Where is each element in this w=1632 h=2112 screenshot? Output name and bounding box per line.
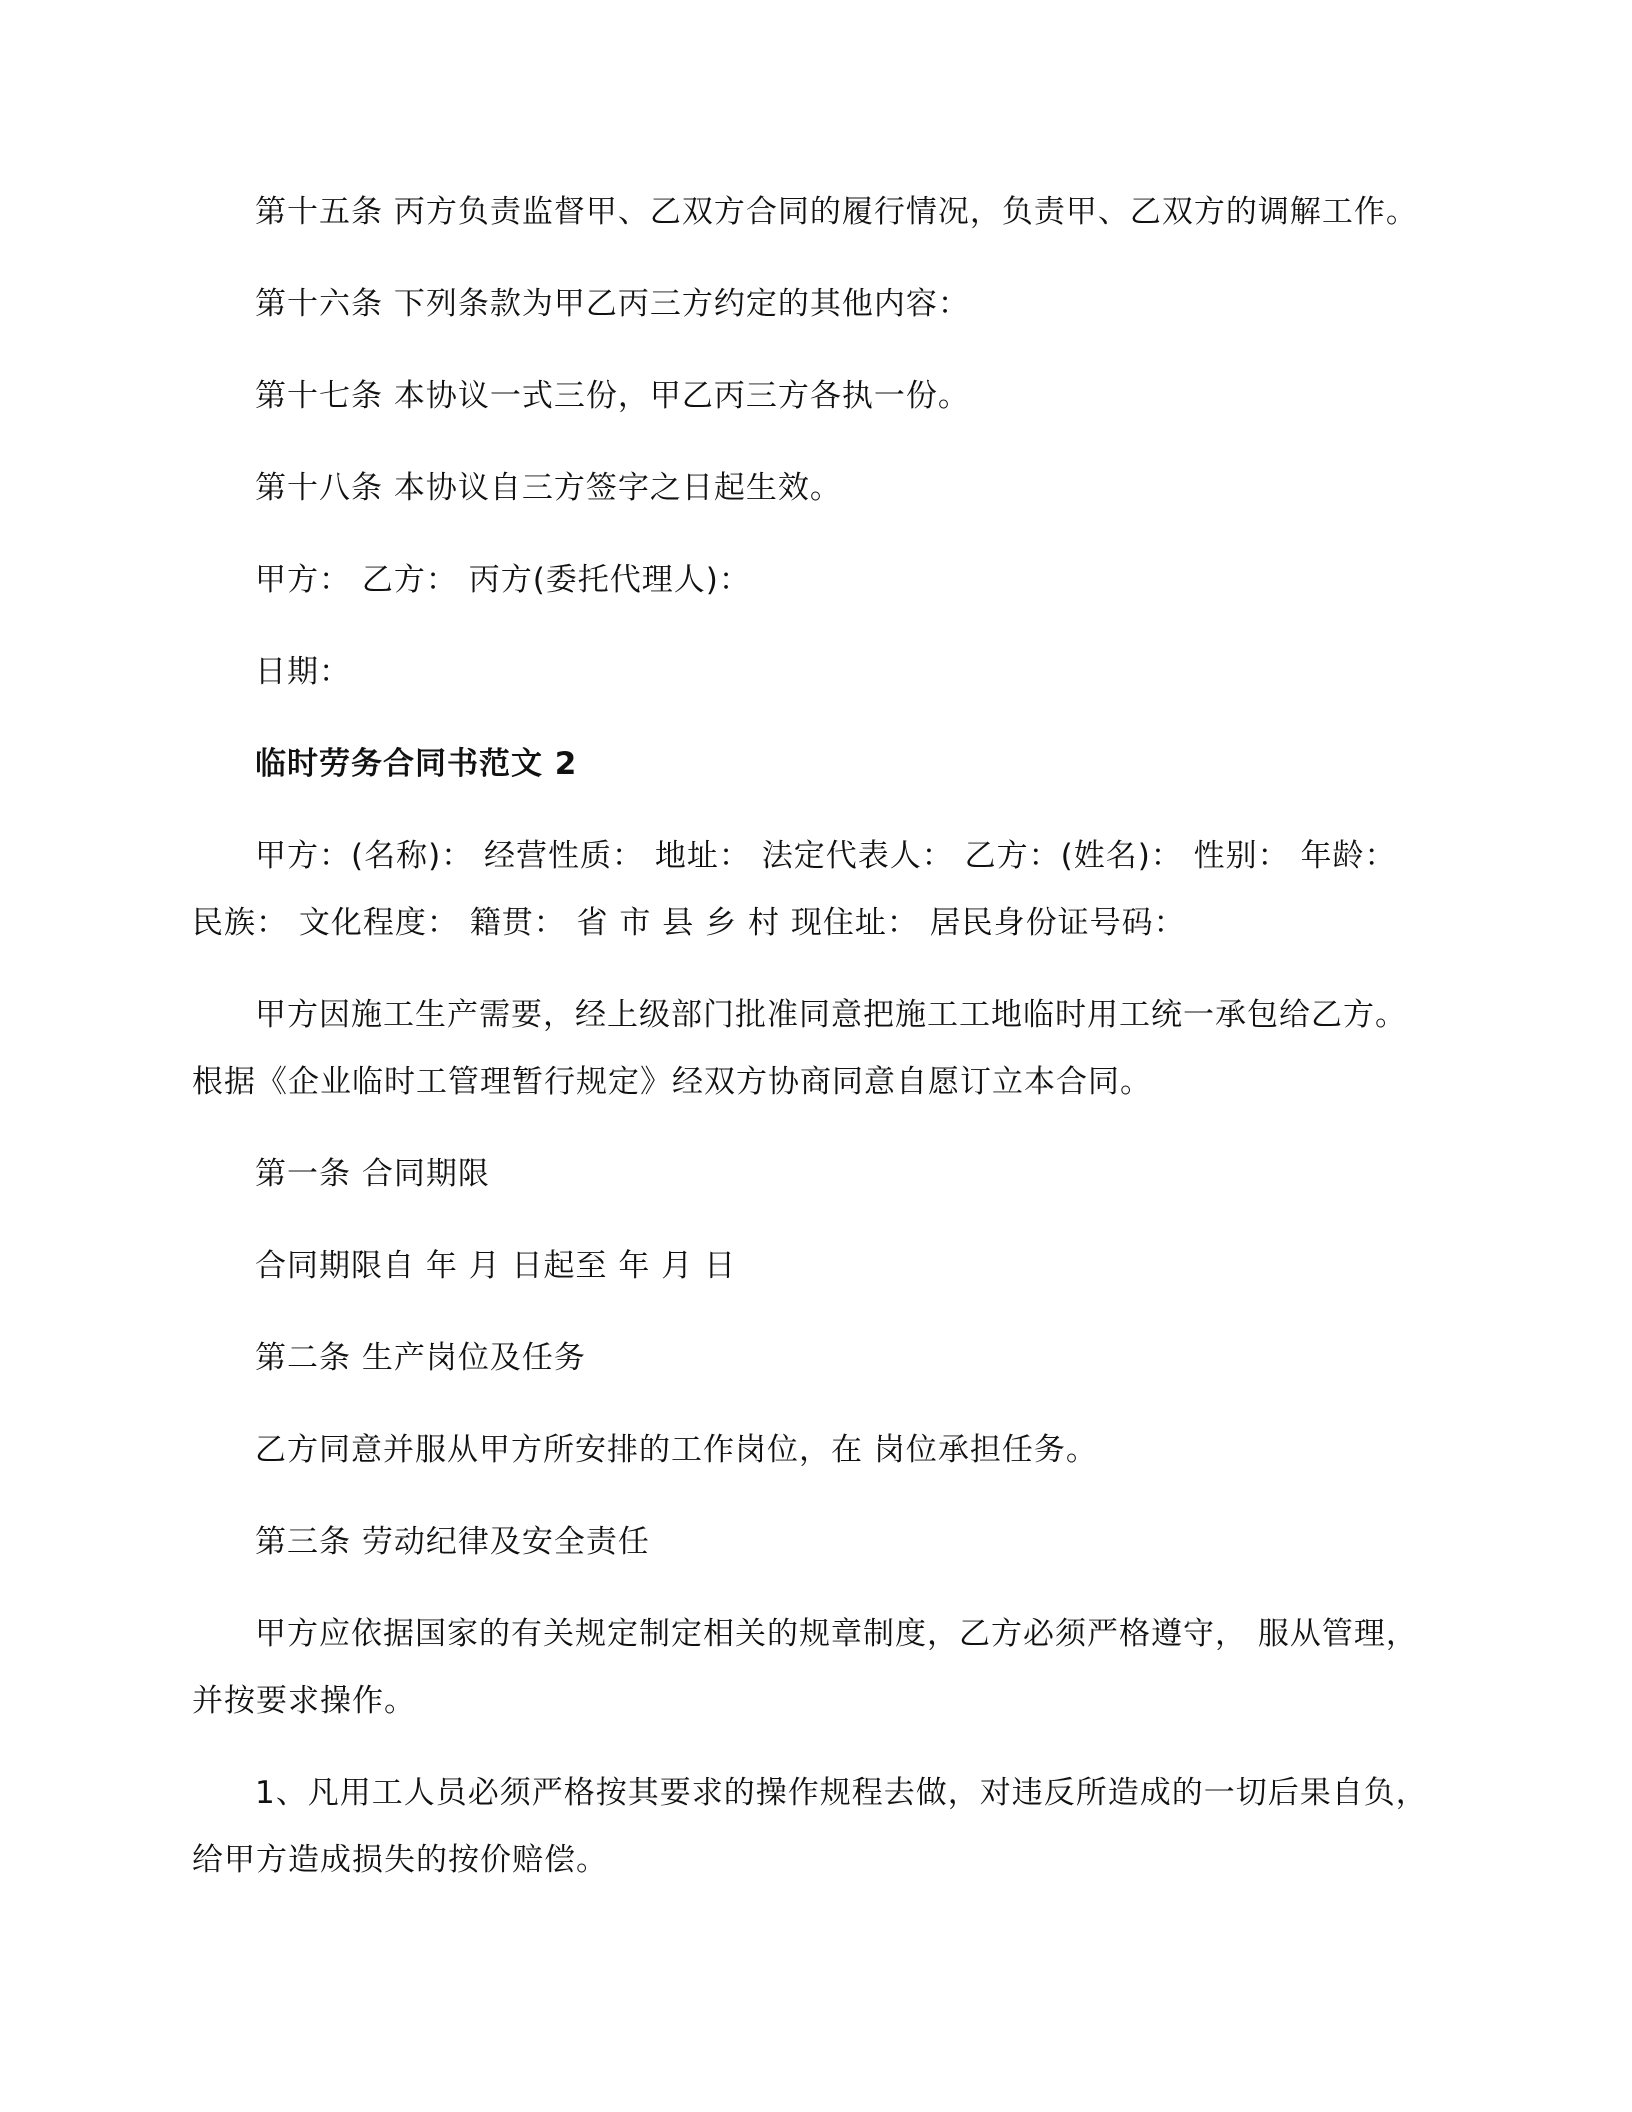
article-3-text-line-1: 甲方应依据国家的有关规定制定相关的规章制度，乙方必须严格遵守， 服从管理， (255, 1616, 1418, 1652)
preamble-line-2: 根据《企业临时工管理暂行规定》经双方协商同意自愿订立本合同。 (192, 1064, 1152, 1100)
preamble-line-1: 甲方因施工生产需要，经上级部门批准同意把施工工地临时用工统一承包给乙方。 (255, 997, 1407, 1033)
clause-16: 第十六条 下列条款为甲乙丙三方约定的其他内容： (255, 286, 970, 322)
article-3-item-1-line-2: 给甲方造成损失的按价赔偿。 (192, 1842, 608, 1878)
article-2-text: 乙方同意并服从甲方所安排的工作岗位，在 岗位承担任务。 (255, 1432, 1098, 1468)
section-heading: 临时劳务合同书范文 2 (255, 746, 578, 782)
article-1-text: 合同期限自 年 月 日起至 年 月 日 (255, 1248, 737, 1284)
party-info-line-2: 民族： 文化程度： 籍贯： 省 市 县 乡 村 现住址： 居民身份证号码： (192, 905, 1186, 941)
article-1-heading: 第一条 合同期限 (255, 1156, 490, 1192)
party-info-line-1: 甲方：(名称)： 经营性质： 地址： 法定代表人： 乙方：(姓名)： 性别： 年龄： (255, 838, 1397, 874)
article-3-item-1-line-1: 1、凡用工人员必须严格按其要求的操作规程去做，对违反所造成的一切后果自负， (255, 1775, 1428, 1811)
signature-parties: 甲方： 乙方： 丙方(委托代理人)： (255, 562, 751, 598)
article-2-heading: 第二条 生产岗位及任务 (255, 1340, 586, 1376)
article-3-heading: 第三条 劳动纪律及安全责任 (255, 1524, 650, 1560)
clause-18: 第十八条 本协议自三方签字之日起生效。 (255, 470, 842, 506)
clause-15: 第十五条 丙方负责监督甲、乙双方合同的履行情况，负责甲、乙双方的调解工作。 (255, 194, 1418, 230)
signature-date: 日期： (255, 654, 351, 690)
clause-17: 第十七条 本协议一式三份，甲乙丙三方各执一份。 (255, 378, 970, 414)
article-3-text-line-2: 并按要求操作。 (192, 1683, 416, 1719)
